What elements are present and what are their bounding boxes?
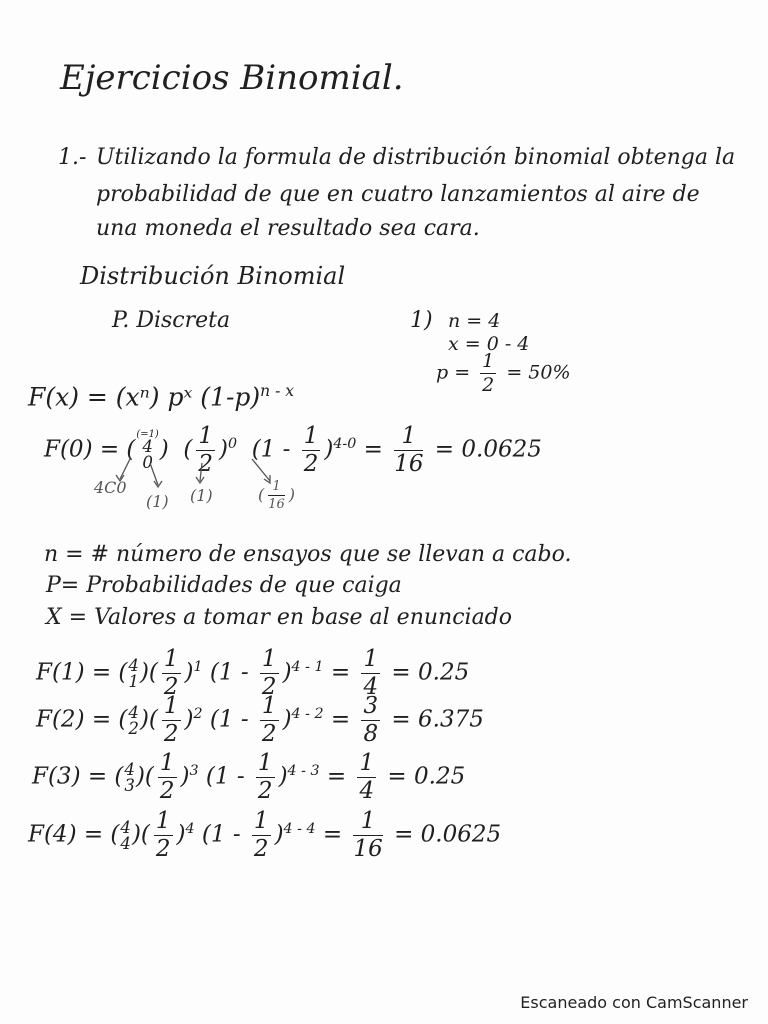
annotation-one-a: (1) — [146, 492, 169, 511]
probability-row: F(3) = ( 4 3 )( $\frac{1}{2}$ )$^3$ (1 - $\frac{1}{2}$ )$^{4 - 3}$ = $\frac{1}{4}$ = 0.25 — [32, 750, 466, 804]
row-binom — [120, 817, 131, 853]
binom-top: 4 — [142, 437, 153, 457]
fraction-numerator: 1 — [253, 808, 269, 834]
fraction-denominator: 2 — [261, 721, 277, 747]
fraction-numerator: 1 — [261, 693, 277, 719]
row-half — [162, 695, 181, 746]
fraction-denominator: 2 — [303, 451, 319, 477]
row-decimal: = 0.25 — [387, 763, 466, 790]
f0-exponent: 4-0 — [333, 435, 357, 452]
given-p-fraction — [480, 352, 496, 395]
probability-row: F(2) = ( 4 2 )( $\frac{1}{2}$ )$^2$ (1 - $\frac{1}{2}$ )$^{4 - 2}$ = $\frac{3}{8}$ = 6.375 — [36, 693, 484, 747]
row-exponent: 4 - 1 — [291, 658, 324, 675]
annotation-one-b: (1) — [190, 486, 213, 505]
row-binom — [128, 655, 139, 691]
formula-exponent: n - x — [260, 382, 294, 400]
definition-x: X = Valores a tomar en base al enunciado — [46, 605, 513, 630]
row-power: 1 — [193, 658, 203, 675]
binom-top: 4 — [128, 702, 139, 722]
f0-decimal: = 0.0625 — [434, 436, 542, 463]
row-result — [353, 810, 382, 861]
general-formula — [28, 382, 294, 411]
binom-bottom: 0 — [142, 453, 153, 473]
given-p — [436, 352, 571, 395]
fraction-denominator: 16 — [268, 497, 285, 512]
annotation-combination: 4C0 — [94, 478, 127, 497]
fraction-numerator: 1 — [261, 646, 277, 672]
row-exponent: 4 - 3 — [287, 762, 320, 779]
fraction-denominator: 4 — [359, 778, 375, 804]
fraction-numerator: 1 — [363, 646, 379, 672]
row-binom — [128, 702, 139, 738]
row-half-2 — [256, 752, 275, 803]
fraction-numerator: 1 — [163, 693, 179, 719]
definition-p: P= Probabilidades de que caiga — [46, 573, 402, 598]
row-power: 2 — [193, 705, 203, 722]
fraction-numerator: 1 — [155, 808, 171, 834]
annotation-sixteenth: ( $\frac{1}{16}$ ) — [258, 479, 296, 512]
row-result — [361, 648, 380, 699]
fraction-numerator: 1 — [394, 425, 423, 451]
row-half — [162, 648, 181, 699]
binom-top: 4 — [128, 655, 139, 675]
given-p-suffix: = 50% — [506, 361, 571, 384]
fraction-denominator: 2 — [163, 674, 179, 700]
row-half-2 — [260, 695, 279, 746]
row-decimal: = 0.25 — [391, 659, 470, 686]
row-lhs: F(2) = — [36, 706, 112, 733]
row-result — [357, 752, 376, 803]
row-lhs: F(1) = — [36, 659, 112, 686]
fraction-denominator: 4 — [363, 674, 379, 700]
problem-number: 1.- — [58, 145, 87, 170]
given-p-prefix: p = — [436, 361, 471, 384]
row-decimal: = 0.0625 — [394, 821, 502, 848]
problem-line-3: una moneda el resultado sea cara. — [96, 216, 480, 241]
fraction-numerator: 1 — [353, 810, 382, 836]
camscanner-watermark: Escaneado con CamScanner — [520, 993, 748, 1012]
problem-line-1: Utilizando la formula de distribución binomial obtenga la — [96, 145, 736, 170]
fraction-denominator: 2 — [261, 674, 277, 700]
fraction-numerator: 1 — [359, 750, 375, 776]
page-title: Ejercicios Binomial. — [60, 58, 404, 98]
row-decimal: = 6.375 — [391, 706, 484, 733]
fraction-numerator: 1 — [198, 423, 214, 449]
definition-n: n = # número de ensayos que se llevan a cabo. — [44, 542, 572, 567]
fraction-numerator: 1 — [163, 646, 179, 672]
binom-note: (=1) — [136, 429, 159, 441]
fraction-denominator: 2 — [253, 836, 269, 862]
row-lhs: F(4) = — [28, 821, 104, 848]
fraction-denominator: 2 — [163, 721, 179, 747]
row-lhs: F(3) = — [32, 763, 108, 790]
fraction-denominator: 2 — [198, 451, 214, 477]
fraction-numerator: 1 — [482, 350, 495, 372]
given-n: n = 4 — [448, 310, 501, 332]
row-half — [158, 752, 177, 803]
section-title: Distribución Binomial — [80, 262, 346, 290]
fraction-numerator: 1 — [303, 423, 319, 449]
row-exponent: 4 - 2 — [291, 705, 324, 722]
fraction-denominator: 2 — [155, 836, 171, 862]
formula-lhs: F(x) = — [28, 382, 116, 412]
f0-rest: (1 - — [251, 436, 291, 463]
row-half-2 — [260, 648, 279, 699]
binom-top: 4 — [124, 759, 135, 779]
givens-label: 1) — [410, 308, 433, 333]
row-binom — [124, 759, 135, 795]
discrete-label: P. Discreta — [112, 308, 231, 333]
row-half — [154, 810, 173, 861]
fraction-numerator: 1 — [268, 480, 285, 496]
binom-bottom: 2 — [128, 718, 139, 738]
problem-line-2: probabilidad de que en cuatro lanzamientos al aire de — [96, 182, 700, 207]
row-power: 4 — [185, 820, 195, 837]
row-half-2 — [252, 810, 271, 861]
fraction-denominator: 2 — [482, 374, 495, 396]
binom-bottom: 1 — [128, 671, 139, 691]
row-exponent: 4 - 4 — [283, 820, 316, 837]
f0-power: 0 — [228, 435, 238, 452]
formula-body: (xⁿ) pˣ (1-p) — [115, 382, 261, 412]
probability-row: F(4) = ( 4 4 )( $\frac{1}{2}$ )$^4$ (1 - $\frac{1}{2}$ )$^{4 - 4}$ = $\frac{1}{16}$ = 0.0625 — [28, 808, 502, 862]
annotation-fraction — [268, 480, 285, 511]
fraction-denominator: 2 — [159, 778, 175, 804]
binom-bottom: 4 — [120, 833, 131, 853]
binom-top: 4 — [120, 817, 131, 837]
fraction-numerator: 3 — [363, 693, 379, 719]
binom-bottom: 3 — [124, 775, 135, 795]
f0-equation: F(0) = ( (=1) 4 0 ) ( $\frac{1}{2}$ )$^0$ (1 - $\frac{1}{2}$ )$^{4-0}$ = $\frac{1}{16}$ = 0.0625 — [44, 423, 542, 477]
fraction-numerator: 1 — [257, 750, 273, 776]
row-result — [361, 695, 380, 746]
row-power: 3 — [189, 762, 199, 779]
fraction-numerator: 1 — [159, 750, 175, 776]
f0-lhs: F(0) = — [44, 436, 120, 463]
fraction-denominator: 16 — [353, 836, 383, 862]
fraction-denominator: 2 — [257, 778, 273, 804]
fraction-denominator: 16 — [394, 451, 424, 477]
given-x: x = 0 - 4 — [448, 333, 530, 355]
f0-result — [394, 425, 423, 476]
probability-row: F(1) = ( 4 1 )( $\frac{1}{2}$ )$^1$ (1 - $\frac{1}{2}$ )$^{4 - 1}$ = $\frac{1}{4}$ = 0.25 — [36, 646, 470, 700]
fraction-denominator: 8 — [363, 721, 379, 747]
